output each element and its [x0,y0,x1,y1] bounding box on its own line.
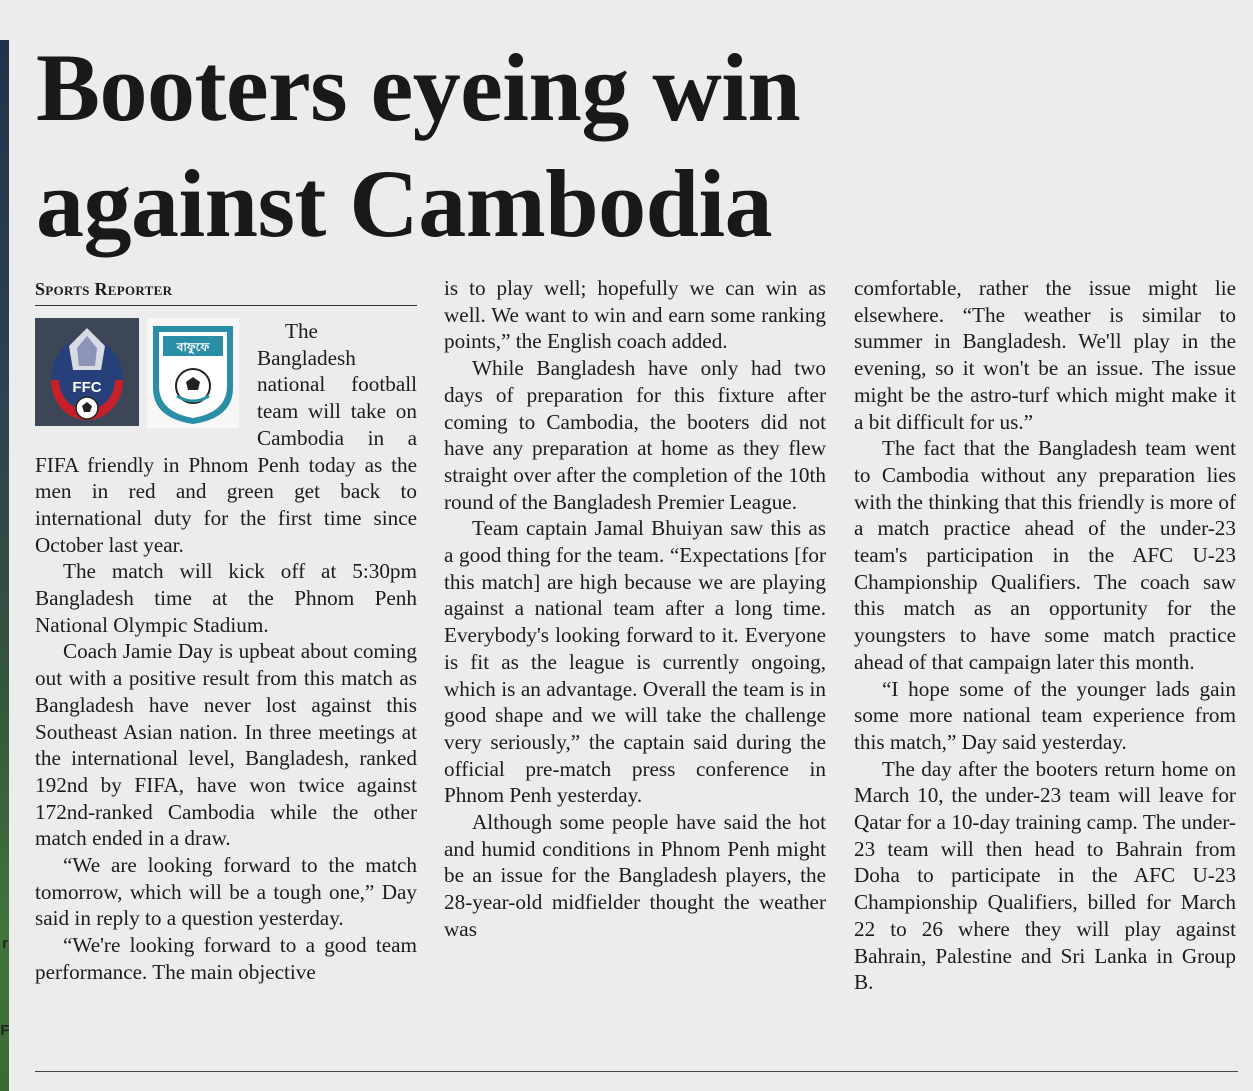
paragraph: comfortable, rather the issue might lie elsewhere. “The weather is similar to summer in Bangladesh. We'll play in the evening, so it won't be an issue. The issue might be the astro-turf which might make it a bit difficult for us.” [854,276,1236,434]
headline [36,30,1216,262]
article-column-1 [35,275,417,1055]
paragraph: Team captain Jamal Bhuiyan saw this as a good thing for the team. “Expectations [for this match] are high because we are playing against a national team after a long time. Everybody's looking forward to it. Everyone is fit as the league is currently ongoing, which is an advantage. Overall the team is in good shape and we will take the challenge very seriously,” the captain said during the official pre-match press conference in Phnom Penh yesterday. [444,516,826,808]
bottom-rule [35,1071,1238,1072]
paragraph: The Bangladesh national football team will take on Cambodia in a FIFA friendly in Phnom Penh today as the men in red and green get back to international duty for the first time since October last year. [35,319,417,557]
paragraph: The fact that the Bangladesh team went to Cambodia without any preparation lies with the thinking that this friendly is more of a match practice ahead of the under-23 team's participation in the AFC U-23 Championship Qualifiers. The coach saw this match as an opportunity for the youngsters to have some match practice ahead of that campaign later this month. [854,436,1236,674]
paragraph: While Bangladesh have only had two days of preparation for this fixture after coming to Cambodia, the booters did not have any preparation at home as they flew straight over after the completion of the 10th round of the Bangladesh Premier League. [444,356,826,514]
margin-letter: F [0,1022,10,1039]
paragraph: Although some people have said the hot and humid conditions in Phnom Penh might be an issue for the Bangladesh players, the 28-year-old midfielder thought the weather was [444,810,826,941]
article-column-3 [854,275,1236,1055]
margin-letter: r [2,935,8,952]
bangladesh-bff-logo [147,318,239,428]
paragraph: is to play well; hopefully we can win as well. We want to win and earn some ranking points,” the English coach added. [444,276,826,354]
byline-rule [35,305,417,306]
ffc-logo-text: FFC [72,379,102,396]
paragraph: Coach Jamie Day is upbeat about coming out with a positive result from this match as Bangladesh have never lost against this Southeast Asian nation. In three meetings at the international level, Bangladesh, ranked 192nd by FIFA, have won twice against 172nd-ranked Cambodia while the other match ended in a draw. [35,639,417,851]
paragraph: “We're looking forward to a good team performance. The main objective [35,933,417,984]
paragraph: The day after the booters return home on March 10, the under-23 team will leave for Qatar for a 10-day training camp. The under-23 team will then head to Bahrain from Doha to participate in the AFC U-23 Championship Qualifiers, billed for March 22 to 26 where they will play against Bahrain, Palestine and Sri Lanka in Group B. [854,756,1236,995]
headline-line-2: against Cambodia [36,150,773,257]
article-column-2 [444,275,826,1055]
paragraph: “I hope some of the younger lads gain some more national team experience from this match,” Day said yesterday. [854,676,1236,754]
paragraph: “We are looking forward to the match tomorrow, which will be a tough one,” Day said in reply to a question yesterday. [35,853,417,931]
adjacent-page-strip [0,40,9,1091]
headline-line-1: Booters eyeing win [36,34,801,141]
bff-logo-text: বাফুফে [176,340,210,354]
team-logos [35,318,245,430]
byline: Sports Reporter [35,279,173,299]
cambodia-ffc-logo [35,318,139,426]
paragraph: The match will kick off at 5:30pm Bangladesh time at the Phnom Penh National Olympic Stadium. [35,559,417,637]
